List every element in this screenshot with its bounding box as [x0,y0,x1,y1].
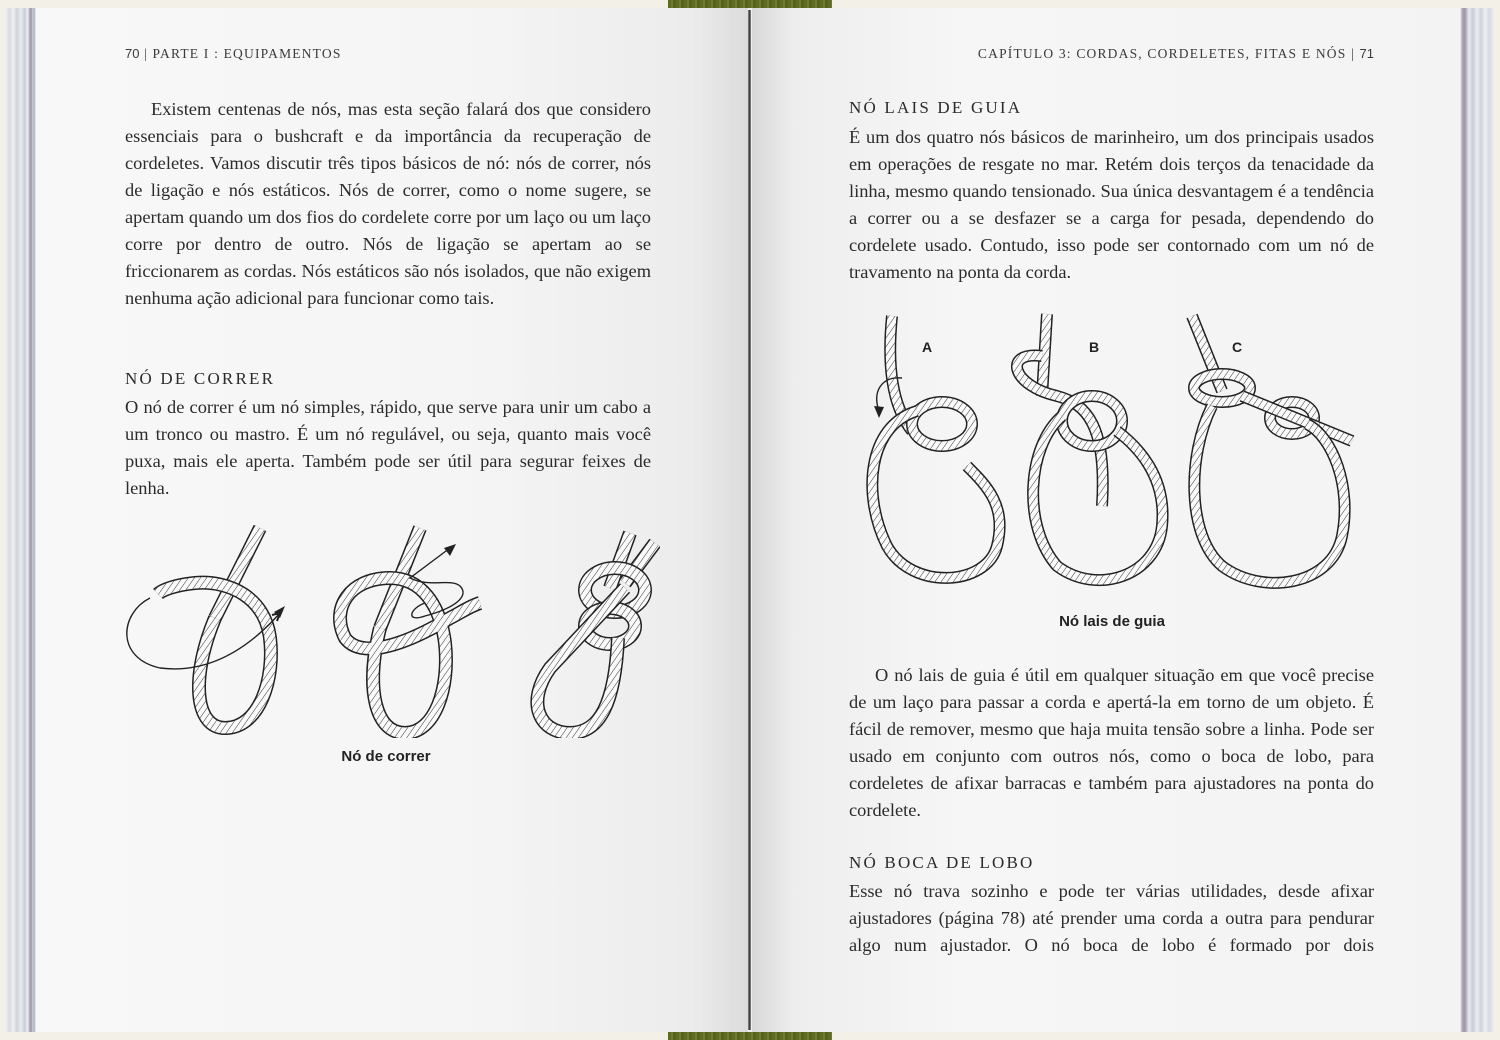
knot-panel-3 [537,533,655,733]
figure-caption-lais-de-guia: Nó lais de guia [1059,613,1165,630]
gutter [748,10,751,1030]
section-paragraph-boca-de-lobo: Esse nó trava sozinho e pode ter várias utilidades, desde afixar ajustadores (página 78) até prender uma corda a outra para pendurar algo num ajustador. O nó boca de lobo é formado por dois [849,881,1374,955]
section-heading-no-de-correr: NÓ DE CORRER [125,369,276,388]
running-head-right [978,46,1374,62]
section-paragraph-no-de-correr: O nó de correr é um nó simples, rápido, que serve para unir um cabo a um tronco ou mastro. É um nó regulável, ou seja, quanto mais você puxa, mais ele aperta. Também pode ser útil para segurar feixes de lenha. [125,397,651,498]
section-heading-boca-de-lobo: NÓ BOCA DE LOBO [849,853,1035,872]
left-page [36,8,748,1032]
headband-bottom [668,1032,832,1040]
section-paragraph-lais-de-guia: É um dos quatro nós básicos de marinheiro, um dos principais usados em operações de resgate no mar. Retém dois terços da tenacidade da linha, mesmo quando tensionado. Sua única desvantagem é a tendência a correr ou a se desfazer se a carga for pesada, dependendo do cordelete usado. Contudo, isso pode ser contornado com um nó de travamento na ponta da corda. [849,127,1374,282]
knot-panel-a [872,316,999,578]
knot-panel-c [1192,316,1352,583]
page-number: 71 [1359,46,1374,61]
figure-no-de-correr [120,518,660,738]
panel-label-a: A [922,339,933,355]
page-number: 70 [125,46,140,61]
knot-panel-1 [127,528,285,728]
page-edges-right [1460,8,1494,1032]
headband-top [668,0,832,8]
panel-label-c: C [1232,339,1243,355]
knot-panel-2 [340,528,480,733]
separator: | [1351,46,1360,61]
figure-lais-de-guia [847,306,1367,596]
figure-caption-no-de-correr: Nó de correr [341,748,431,765]
intro-paragraph: Existem centenas de nós, mas esta seção falará dos que considero essenciais para o bushcraft e da importância da recuperação de cordeletes. Vamos discutir três tipos básicos de nó: nós de correr, nós de ligação e nós estáticos. Nós de correr, como o nome sugere, se apertam quando um dos fios do cordelete corre por um laço ou um laço corre por dentro de outro. Nós de ligação se apertam ao se friccionarem as cordas. Nós estáticos são nós isolados, que não exigem nenhuma ação adicional para funcionar como tais. [125,99,651,308]
running-head-title: CAPÍTULO 3: CORDAS, CORDELETES, FITAS E NÓS [977,46,1347,61]
separator: | [144,46,153,61]
right-page [752,8,1460,1032]
section-heading-lais-de-guia: NÓ LAIS DE GUIA [849,98,1023,117]
panel-label-b: B [1089,339,1100,355]
knot-panel-b [1017,314,1163,580]
running-head-left [125,46,342,62]
paragraph-after-figure: O nó lais de guia é útil em qualquer situação em que você precise de um laço para passar a corda e apertá-la em torno de um objeto. É fácil de remover, mesmo que haja muita tensão sobre a linha. Pode ser usado em conjunto com outros nós, como o boca de lobo, para cordeletes de afixar barracas e também para ajustadores na ponta do cordelete. [849,665,1374,820]
page-edges-left [6,8,36,1032]
running-head-title: PARTE I : EQUIPAMENTOS [152,46,342,61]
